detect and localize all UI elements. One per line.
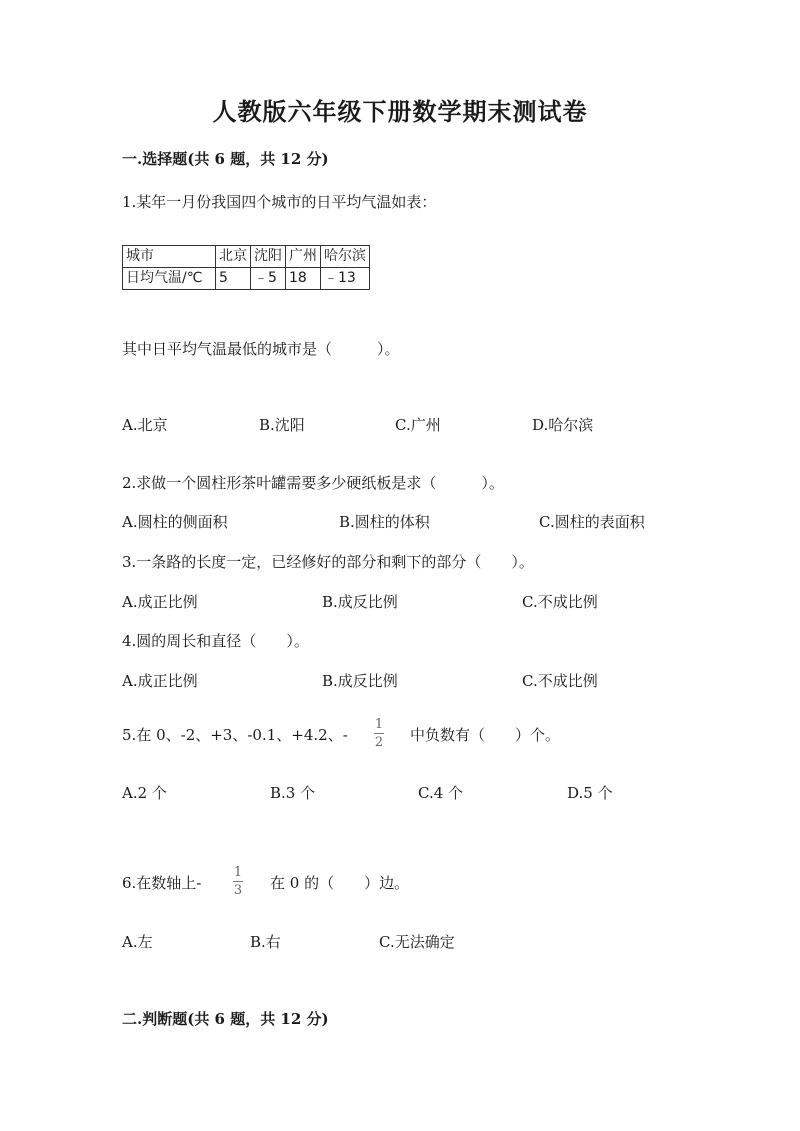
fraction-denominator: 3 <box>233 883 243 898</box>
table-cell: ﹣5 <box>251 268 286 290</box>
q6-option-b[interactable]: B.右 <box>250 933 281 951</box>
q3-option-b[interactable]: B.成反比例 <box>322 593 398 611</box>
fraction-bar <box>233 881 243 882</box>
table-cell: 18 <box>286 268 321 290</box>
q2-option-b[interactable]: B.圆柱的体积 <box>339 513 430 531</box>
q2-option-c[interactable]: C.圆柱的表面积 <box>539 513 645 531</box>
question-5-stem-start: 5.在 0、-2、+3、-0.1、+4.2、- <box>122 726 348 744</box>
question-1-prompt: 其中日平均气温最低的城市是（ ）。 <box>122 340 400 358</box>
q1-option-a[interactable]: A.北京 <box>122 416 168 434</box>
fraction-one-half <box>374 718 384 749</box>
q1-option-c[interactable]: C.广州 <box>395 416 441 434</box>
table-header-row <box>123 246 370 268</box>
fraction-denominator: 2 <box>374 735 384 750</box>
table-cell: 5 <box>216 268 251 290</box>
table-cell: 城市 <box>123 246 216 268</box>
question-6-stem-start: 6.在数轴上- <box>122 874 202 892</box>
table-cell: 广州 <box>286 246 321 268</box>
question-6-stem-end: 在 0 的（ ）边。 <box>270 874 410 892</box>
question-4-stem: 4.圆的周长和直径（ ）。 <box>122 632 309 650</box>
page-title: 人教版六年级下册数学期末测试卷 <box>212 97 588 126</box>
table-cell: 日均气温/℃ <box>123 268 216 290</box>
table-cell: 北京 <box>216 246 251 268</box>
q4-option-a[interactable]: A.成正比例 <box>122 672 198 690</box>
q5-option-b[interactable]: B.3 个 <box>270 784 316 802</box>
table-cell: ﹣13 <box>321 268 370 290</box>
question-2-stem: 2.求做一个圆柱形茶叶罐需要多少硬纸板是求（ ）。 <box>122 474 504 492</box>
table-cell: 哈尔滨 <box>321 246 370 268</box>
q1-option-d[interactable]: D.哈尔滨 <box>532 416 594 434</box>
temperature-table <box>122 245 370 290</box>
table-cell: 沈阳 <box>251 246 286 268</box>
q3-option-a[interactable]: A.成正比例 <box>122 593 198 611</box>
table-row <box>123 268 370 290</box>
q6-option-a[interactable]: A.左 <box>122 933 153 951</box>
q1-option-b[interactable]: B.沈阳 <box>259 416 305 434</box>
q3-option-c[interactable]: C.不成比例 <box>522 593 598 611</box>
question-1-stem: 1.某年一月份我国四个城市的日平均气温如表： <box>122 193 437 211</box>
fraction-numerator: 1 <box>233 865 243 880</box>
q4-option-c[interactable]: C.不成比例 <box>522 672 598 690</box>
question-5-stem-end: 中负数有（ ）个。 <box>410 726 561 744</box>
q4-option-b[interactable]: B.成反比例 <box>322 672 398 690</box>
q5-option-a[interactable]: A.2 个 <box>122 784 167 802</box>
q6-option-c[interactable]: C.无法确定 <box>379 933 455 951</box>
fraction-one-third <box>233 866 243 897</box>
q5-option-c[interactable]: C.4 个 <box>418 784 464 802</box>
fraction-numerator: 1 <box>374 717 384 732</box>
q2-option-a[interactable]: A.圆柱的侧面积 <box>122 513 228 531</box>
question-3-stem: 3.一条路的长度一定，已经修好的部分和剩下的部分（ ）。 <box>122 553 534 571</box>
section-2-heading: 二.判断题(共 6 题，共 12 分) <box>122 1010 329 1028</box>
fraction-bar <box>374 733 384 734</box>
section-1-heading: 一.选择题(共 6 题，共 12 分) <box>122 150 329 168</box>
q5-option-d[interactable]: D.5 个 <box>567 784 613 802</box>
